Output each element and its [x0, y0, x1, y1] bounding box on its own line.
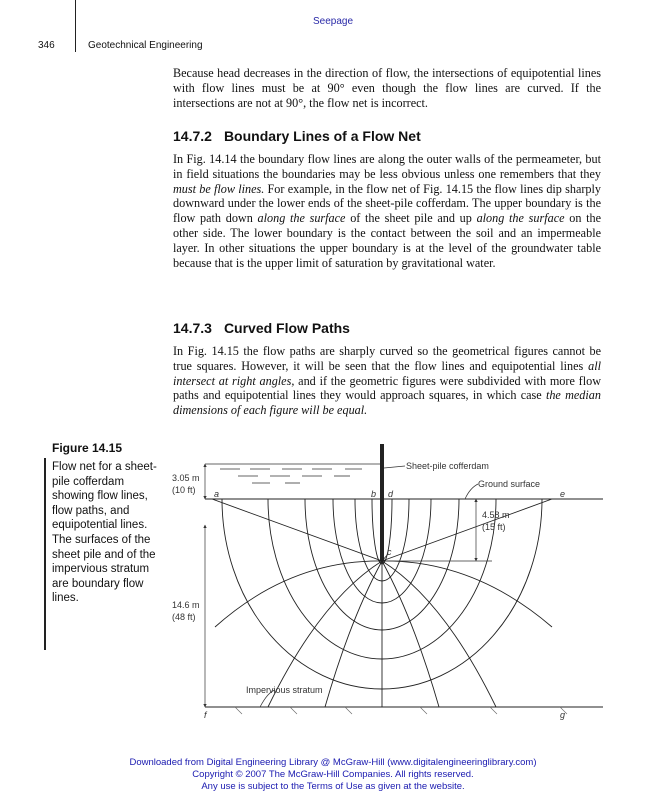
sheet-pile-leader: [384, 466, 405, 468]
label-dim-pile-m: 4.58 m: [482, 510, 510, 520]
label-dim-water-m: 3.05 m: [172, 473, 200, 483]
point-c: c: [387, 547, 392, 557]
dim-pile: [386, 499, 492, 561]
figure-label: Figure 14.15: [52, 441, 123, 455]
section-title: Boundary Lines of a Flow Net: [223, 128, 421, 144]
footer-download-link[interactable]: Downloaded from Digital Engineering Library @ McGraw-Hill (www.digitalengineeringlibrary.com): [129, 757, 537, 768]
page-number: 346: [38, 40, 55, 51]
label-impervious-stratum: Impervious stratum: [246, 685, 323, 695]
footer-copyright: Copyright © 2007 The McGraw-Hill Companies. All rights reserved.: [192, 769, 474, 780]
label-ground-surface: Ground surface: [478, 479, 541, 489]
label-dim-stratum-ft: (48 ft): [172, 612, 196, 622]
book-title: Geotechnical Engineering: [88, 40, 203, 51]
point-b: b: [371, 489, 377, 499]
intro-paragraph: Because head decreases in the direction of flow, the intersections of equipotential lines with flow lines must be at 90° even though the flow lines are curved. If the intersections are not at 90°, the flow net is incorrect.: [173, 66, 601, 110]
point-d: d: [388, 489, 394, 499]
sheet-pile: [380, 444, 384, 561]
water-surface: [205, 464, 382, 483]
section-number: 14.7.3: [173, 320, 212, 336]
running-head: Seepage: [312, 16, 354, 27]
label-sheet-pile: Sheet-pile cofferdam: [406, 461, 489, 471]
point-e: e: [560, 489, 566, 499]
ground-leader: [465, 484, 478, 499]
label-dim-stratum-m: 14.6 m: [172, 600, 200, 610]
impervious-hatch: [235, 707, 567, 714]
point-f: f: [204, 710, 207, 720]
boundary-lines-paragraph: In Fig. 14.14 the boundary flow lines are along the outer walls of the permeameter, but in field situations the boundaries may be less obvious unless one remembers that they must be flow lines. For example, in the flow net of Fig. 14.15 the flow lines dip sharply downward under the lower ends of the sheet-pile cofferdam. The upper boundary is the flow path down along the surface of the sheet pile and up along the surface on the other side. The lower boundary is the contact between the soil and an impermeable layer. In other situations the upper boundary is at the level of the groundwater table because that is the upper limit of saturation by gravitational water.: [173, 152, 602, 270]
point-a: a: [214, 489, 220, 499]
figure-caption: Flow net for a sheet-pile cofferdam showing flow lines, flow paths, and equipotential lines. The surfaces of the sheet pile and of the impervious stratum are boundary flow lines.: [52, 461, 157, 605]
section-number: 14.7.2: [173, 128, 212, 144]
curved-flow-paragraph: In Fig. 14.15 the flow paths are sharply curved so the geometrical figures cannot be true squares. However, it will be seen that the flow lines and equipotential lines all intersect at right angles, and if the geometric figures were subdivided with more flow paths and equipotential lines they would approach squares, in which case the median dimensions of each figure will be equal.: [173, 344, 602, 418]
section-title: Curved Flow Paths: [223, 320, 350, 336]
label-dim-water-ft: (10 ft): [172, 485, 196, 495]
point-g: g: [560, 710, 566, 720]
label-dim-pile-ft: (15 ft): [482, 522, 506, 532]
footer-terms: Any use is subject to the Terms of Use as given at the website.: [201, 781, 465, 792]
